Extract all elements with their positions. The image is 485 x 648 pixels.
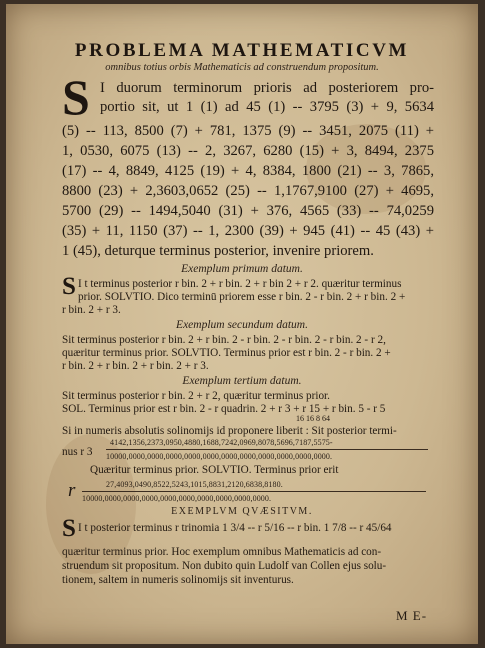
main-text-line: I duorum terminorum prioris ad posteriorem pro- <box>100 80 434 96</box>
example-line: Sit terminus posterior r bin. 2 + r bin. 2 - r bin. 2 - r bin. 2 - r bin. 2 - r 2, <box>62 334 386 346</box>
fraction-rule <box>82 491 426 492</box>
denominator-number: 10000,0000,0000,0000,0000,0000,0000,0000,0000,0000. <box>82 494 272 503</box>
example-line: r bin. 2 + r bin. 2 + r bin. 2 + r 3. <box>62 360 209 372</box>
main-text-line: 1, 0530, 6075 (13) -- 2, 3267, 6280 (15) + 3, 8494, 2375 <box>62 143 434 159</box>
drop-cap: S <box>62 69 90 125</box>
book-page <box>6 4 478 644</box>
example-line: SOL. Terminus prior est r bin. 2 - r quadrin. 2 + r 3 + r 15 + r bin. 5 - r 5 <box>62 403 386 415</box>
example-line: Quæritur terminus prior. SOLVTIO. Terminus prior erit <box>90 464 339 476</box>
example-line: Sit terminus posterior r bin. 2 + r 2, quæritur terminus prior. <box>62 390 330 402</box>
main-text-line: 8800 (23) + 2,3603,0652 (25) -- 1,1767,9100 (27) + 4695, <box>62 183 434 199</box>
numerator-number: 27,4093,0490,8522,5243,1015,8831,2120,6838,8180. <box>106 480 283 489</box>
main-text-line: 5700 (29) -- 1494,5040 (31) + 376, 4565 (33) -- 74,0259 <box>62 203 434 219</box>
example-line: I t terminus posterior r bin. 2 + r bin. 2 + r bin 2 + r 2. quæritur terminus <box>78 278 402 290</box>
example-line: quæritur terminus prior. SOLVTIO. Terminus prior est r bin. 2 - r bin. 2 + <box>62 347 391 359</box>
example-line: nus r 3 <box>62 446 93 458</box>
quaesitum-line: struendum sit propositum. Non dubito quin Ludolf van Collen ejus solu- <box>62 560 387 572</box>
main-text-line: 1 (45), deturque terminus posterior, invenire priorem. <box>62 243 374 259</box>
main-text-line: (5) -- 113, 8500 (7) + 781, 1375 (9) -- 3451, 2075 (11) + <box>62 123 434 139</box>
fraction-denominators: 16 16 8 64 <box>296 414 330 423</box>
numerator-number: 4142,1356,2373,0950,4880,1688,7242,0969,8078,5696,7187,5575- <box>110 438 333 447</box>
page-subtitle: omnibus totius orbis Mathematicis ad construendum propositum. <box>105 62 379 73</box>
example-heading: Exemplum tertium datum. <box>182 375 302 387</box>
example-line: Si in numeris absolutis solinomijs id proponere liberit : Sit posterior termi- <box>62 425 397 437</box>
quaesitum-line: quæritur terminus prior. Hoc exemplum omnibus Mathematicis ad con- <box>62 546 382 558</box>
radical-sign: r <box>68 480 76 501</box>
drop-cap-small: S <box>62 515 76 542</box>
fraction-rule <box>106 449 428 450</box>
main-text-line: (35) + 11, 1150 (37) -- 1, 2300 (39) + 945 (41) -- 45 (43) + <box>62 223 434 239</box>
catchword: M E- <box>396 608 428 623</box>
denominator-number: 10000,0000,0000,0000,0000,0000,0000,0000,0000,0000,0000,0000. <box>106 452 333 461</box>
quaesitum-line: tionem, saltem in numeris solinomijs sit inventurus. <box>62 574 294 586</box>
drop-cap-small: S <box>62 273 76 300</box>
quaesitum-heading: EXEMPLVM QVÆSITVM. <box>171 506 313 517</box>
example-line: prior. SOLVTIO. Dico terminū priorem esse r bin. 2 - r bin. 2 + r bin. 2 + <box>78 291 406 303</box>
main-text-line: portio sit, ut 1 (1) ad 45 (1) -- 3795 (3) + 9, 5634 <box>100 99 434 115</box>
example-line: r bin. 2 + r 3. <box>62 304 121 316</box>
example-heading: Exemplum primum datum. <box>181 263 303 275</box>
quaesitum-line: I t posterior terminus r trinomia 1 3/4 -- r 5/16 -- r bin. 1 7/8 -- r 45/64 <box>78 522 392 534</box>
page-title: PROBLEMA MATHEMATICVM <box>74 40 410 61</box>
example-heading: Exemplum secundum datum. <box>176 319 308 331</box>
main-text-line: (17) -- 4, 8849, 4125 (19) + 4, 8384, 1800 (21) -- 3, 7865, <box>62 163 434 179</box>
